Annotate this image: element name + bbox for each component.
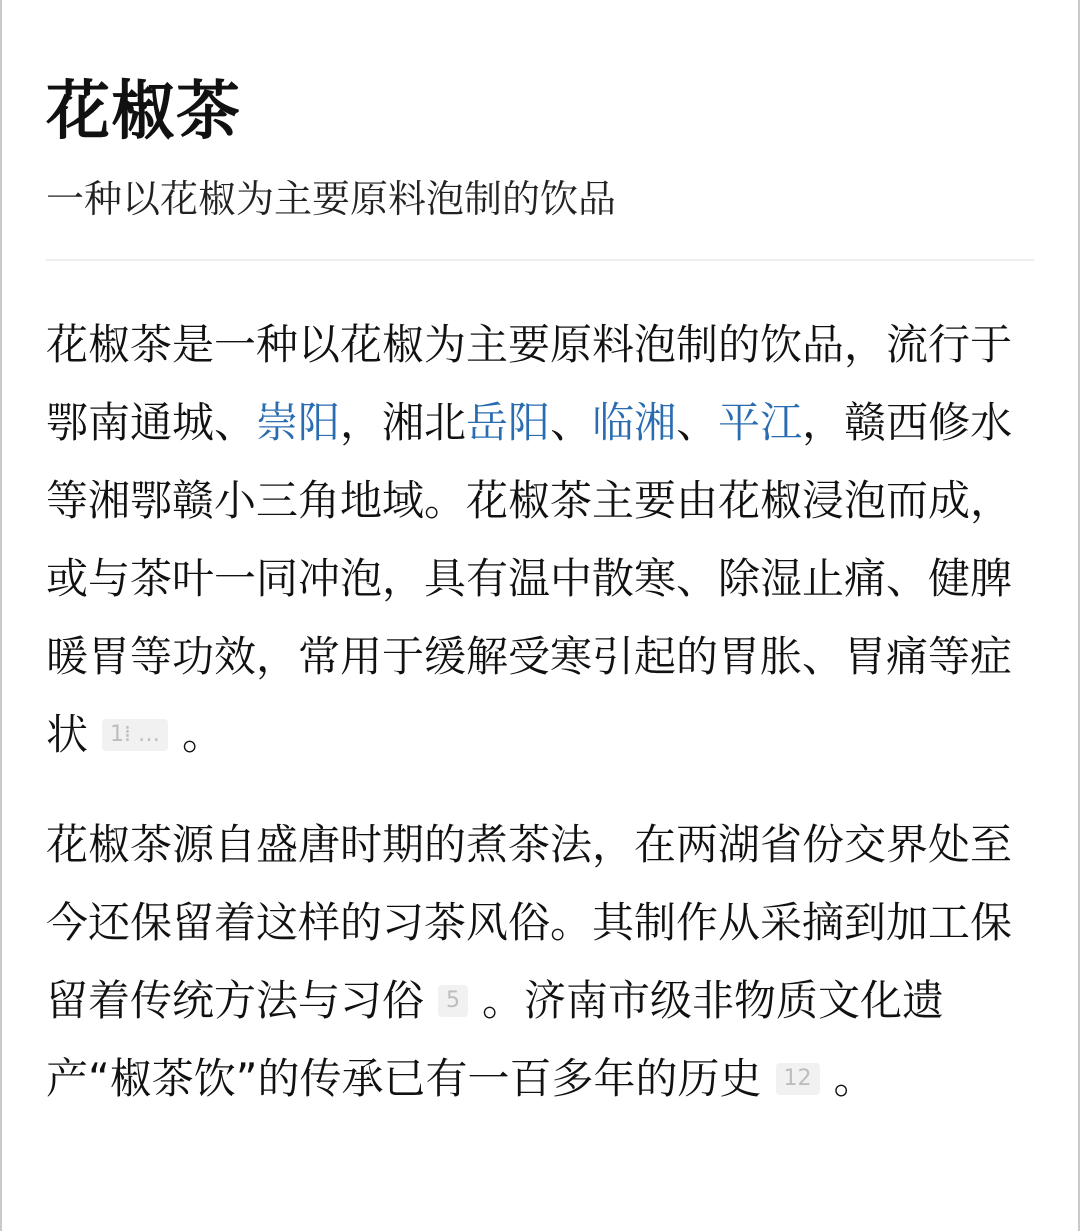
page-subtitle: 一种以花椒为主要原料泡制的饮品	[46, 177, 617, 221]
paragraph-text: ，湘北	[340, 398, 467, 447]
page-title: 花椒茶	[46, 75, 241, 149]
paragraph-text: 、	[676, 398, 719, 447]
paragraph-text: ，赣西修水等湘鄂赣小三角地域。花椒茶主要由花椒浸泡而成，或与茶叶一同冲泡，具有温中散寒、除湿止痛、健脾暖胃等功效，常用于缓解受寒引起的胃胀、胃痛等症状	[46, 398, 1013, 759]
reference-badge[interactable]: 12	[776, 1063, 820, 1095]
header-divider	[46, 259, 1034, 261]
paragraph-text: 。	[182, 710, 225, 759]
paragraph-history	[46, 806, 1040, 1118]
paragraph-text: 花椒茶源自盛唐时期的煮茶法，在两湖省份交界处至今还保留着这样的习茶风俗。其制作从采摘到加工保留着传统方法与习俗	[46, 820, 1013, 1025]
reference-badge[interactable]: 1⁞ …	[102, 719, 168, 751]
left-frame-border	[0, 0, 2, 1231]
link-pingjiang[interactable]: 平江	[718, 398, 803, 447]
paragraph-text: 、	[550, 398, 593, 447]
paragraph-text: 。	[833, 1054, 876, 1103]
paragraph-text: 。济南市级非物质文化遗产“椒茶饮”的传承已有一百多年的历史	[46, 976, 945, 1103]
link-yueyang[interactable]: 岳阳	[466, 398, 551, 447]
link-linxiang[interactable]: 临湘	[592, 398, 677, 447]
paragraph-intro	[46, 306, 1040, 774]
paragraph-text: 花椒茶是一种以花椒为主要原料泡制的饮品，流行于鄂南通城、	[46, 320, 1013, 447]
link-chongyang[interactable]: 崇阳	[256, 398, 341, 447]
reference-badge[interactable]: 5	[438, 985, 468, 1017]
